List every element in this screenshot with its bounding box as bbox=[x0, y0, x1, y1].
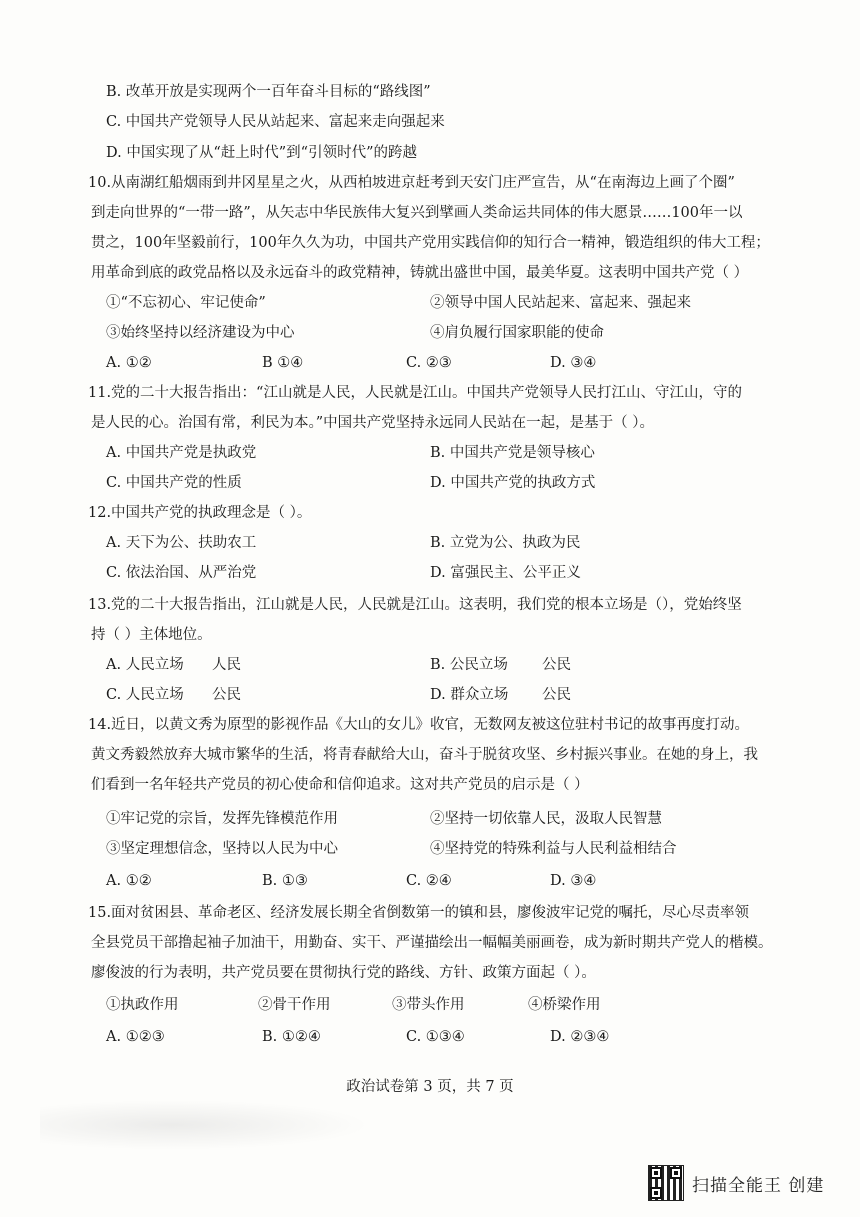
q14-choice-c: C. ②④ bbox=[406, 873, 452, 889]
q13-choice-c-1: C. 人民立场 bbox=[106, 687, 184, 703]
q15-choice-d: D. ②③④ bbox=[550, 1029, 610, 1045]
q11-choice-a: A. 中国共产党是执政党 bbox=[106, 445, 257, 461]
q13-choice-b-1: B. 公民立场 bbox=[430, 657, 508, 673]
q14-statements-row-2 bbox=[0, 834, 860, 864]
q12-choices-row-2 bbox=[0, 558, 860, 588]
q12-choices-row-1 bbox=[0, 528, 860, 558]
q15-stem-line-3: 廖俊波的行为表明，共产党员要在贯彻执行党的路线、方针、政策方面起（ ）。 bbox=[91, 965, 596, 981]
q14-choice-a: A. ①② bbox=[106, 873, 152, 889]
q10-choices bbox=[0, 348, 860, 378]
q14-stem-line-2: 黄文秀毅然放弃大城市繁华的生活，将青春献给大山，奋斗于脱贫攻坚、乡村振兴事业。在她的身上，我 bbox=[91, 747, 758, 763]
q13-stem-line-1: 13.党的二十大报告指出，江山就是人民，人民就是江山。这表明，我们党的根本立场是（），党始终坚 bbox=[88, 597, 742, 613]
q14-statement-4: ④坚持党的特殊利益与人民利益相结合 bbox=[430, 841, 677, 857]
q11-choice-c: C. 中国共产党的性质 bbox=[106, 475, 242, 491]
q15-choice-c: C. ①③④ bbox=[406, 1029, 465, 1045]
q11-choice-d: D. 中国共产党的执政方式 bbox=[430, 475, 596, 491]
q14-stem-line-1: 14.近日，以黄文秀为原型的影视作品《大山的女儿》收官，无数网友被这位驻村书记的故事再度打动。 bbox=[88, 717, 750, 733]
q15-choice-b: B. ①②④ bbox=[262, 1029, 321, 1045]
qr-code-icon bbox=[648, 1165, 684, 1201]
q14-choice-d: D. ③④ bbox=[550, 873, 597, 889]
q11-stem-line-1: 11.党的二十大报告指出：“江山就是人民，人民就是江山。中国共产党领导人民打江山、守江山，守的 bbox=[88, 385, 742, 401]
q10-statement-2: ②领导中国人民站起来、富起来、强起来 bbox=[430, 295, 691, 311]
q11-choice-b: B. 中国共产党是领导核心 bbox=[430, 445, 595, 461]
q13-choices-row-1 bbox=[0, 650, 860, 680]
q12-choice-b: B. 立党为公、执政为民 bbox=[430, 535, 581, 551]
q10-choice-a: A. ①② bbox=[106, 355, 152, 371]
q12-choice-a: A. 天下为公、扶助农工 bbox=[106, 535, 257, 551]
q11-stem-line-2: 是人民的心。治国有常，利民为本。”中国共产党坚持永远同人民站在一起，是基于（ ）。 bbox=[91, 415, 655, 431]
q13-choice-d-2: 公民 bbox=[542, 687, 571, 703]
scan-smudge bbox=[40, 1100, 370, 1150]
q12-choice-c: C. 依法治国、从严治党 bbox=[106, 565, 257, 581]
q9-option-d: D. 中国实现了从“赶上时代”到“引领时代”的跨越 bbox=[106, 145, 417, 161]
q15-statement-2: ②骨干作用 bbox=[258, 997, 331, 1013]
q15-statement-3: ③带头作用 bbox=[392, 997, 465, 1013]
q11-choices-row-1 bbox=[0, 438, 860, 468]
q10-statement-4: ④肩负履行国家职能的使命 bbox=[430, 325, 604, 341]
q15-statements bbox=[0, 990, 860, 1020]
q13-choice-a-2: 人民 bbox=[212, 657, 241, 673]
q12-stem: 12.中国共产党的执政理念是（ ）。 bbox=[88, 505, 312, 521]
q9-option-b: B. 改革开放是实现两个一百年奋斗目标的“路线图” bbox=[106, 84, 431, 100]
q13-choices-row-2 bbox=[0, 680, 860, 710]
q13-choice-a-1: A. 人民立场 bbox=[106, 657, 184, 673]
q13-choice-c-2: 公民 bbox=[212, 687, 241, 703]
q10-stem-line-4: 用革命到底的政党品格以及永远奋斗的政党精神，铸就出盛世中国，最美华夏。这表明中国共产党（ ） bbox=[91, 265, 749, 281]
q10-statements-row-2 bbox=[0, 318, 860, 348]
q14-statement-3: ③坚定理想信念，坚持以人民为中心 bbox=[106, 841, 338, 857]
q13-stem-line-2: 持（ ）主体地位。 bbox=[91, 627, 212, 643]
q10-choice-d: D. ③④ bbox=[550, 355, 597, 371]
q9-option-c: C. 中国共产党领导人民从站起来、富起来走向强起来 bbox=[106, 114, 445, 130]
q12-choice-d: D. 富强民主、公平正义 bbox=[430, 565, 581, 581]
q13-choice-d-1: D. 群众立场 bbox=[430, 687, 509, 703]
q10-statement-3: ③始终坚持以经济建设为中心 bbox=[106, 325, 295, 341]
q15-statement-4: ④桥梁作用 bbox=[528, 997, 601, 1013]
q15-choices bbox=[0, 1022, 860, 1052]
q10-stem-line-3: 贯之，100年坚毅前行，100年久久为功，中国共产党用实践信仰的知行合一精神，锻造组织的伟大工程； bbox=[91, 235, 770, 251]
q10-statement-1: ①“不忘初心、牢记使命” bbox=[106, 295, 266, 311]
q14-statement-2: ②坚持一切依靠人民，汲取人民智慧 bbox=[430, 811, 662, 827]
q15-stem-line-2: 全县党员干部撸起袖子加油干，用勤奋、实干、严谨描绘出一幅幅美丽画卷，成为新时期共产党人的楷模。 bbox=[91, 935, 773, 951]
q10-choice-c: C. ②③ bbox=[406, 355, 452, 371]
q15-statement-1: ①执政作用 bbox=[106, 997, 179, 1013]
q10-stem-line-1: 10.从南湖红船烟雨到井冈星星之火，从西柏坡进京赶考到天安门庄严宣告，从“在南海边上画了个圈” bbox=[88, 175, 735, 191]
q10-stem-line-2: 到走向世界的“一带一路”，从矢志中华民族伟大复兴到擘画人类命运共同体的伟大愿景……100年一以 bbox=[91, 205, 743, 221]
q13-choice-b-2: 公民 bbox=[542, 657, 571, 673]
q15-choice-a: A. ①②③ bbox=[106, 1029, 165, 1045]
q14-choice-b: B. ①③ bbox=[262, 873, 308, 889]
q11-choices-row-2 bbox=[0, 468, 860, 498]
page-footer: 政治试卷第 3 页，共 7 页 bbox=[346, 1079, 514, 1095]
q15-stem-line-1: 15.面对贫困县、革命老区、经济发展长期全省倒数第一的镇和县，廖俊波牢记党的嘱托，尽心尽责率领 bbox=[88, 905, 750, 921]
scanner-watermark bbox=[648, 1163, 848, 1203]
q10-statements-row-1 bbox=[0, 288, 860, 318]
q14-statements-row-1 bbox=[0, 804, 860, 834]
q14-statement-1: ①牢记党的宗旨，发挥先锋模范作用 bbox=[106, 811, 338, 827]
q10-choice-b: B ①④ bbox=[262, 355, 304, 371]
q14-choices bbox=[0, 866, 860, 896]
watermark-text: 扫描全能王 创建 bbox=[692, 1175, 825, 1196]
q14-stem-line-3: 们看到一名年轻共产党员的初心使命和信仰追求。这对共产党员的启示是（ ） bbox=[91, 777, 589, 793]
